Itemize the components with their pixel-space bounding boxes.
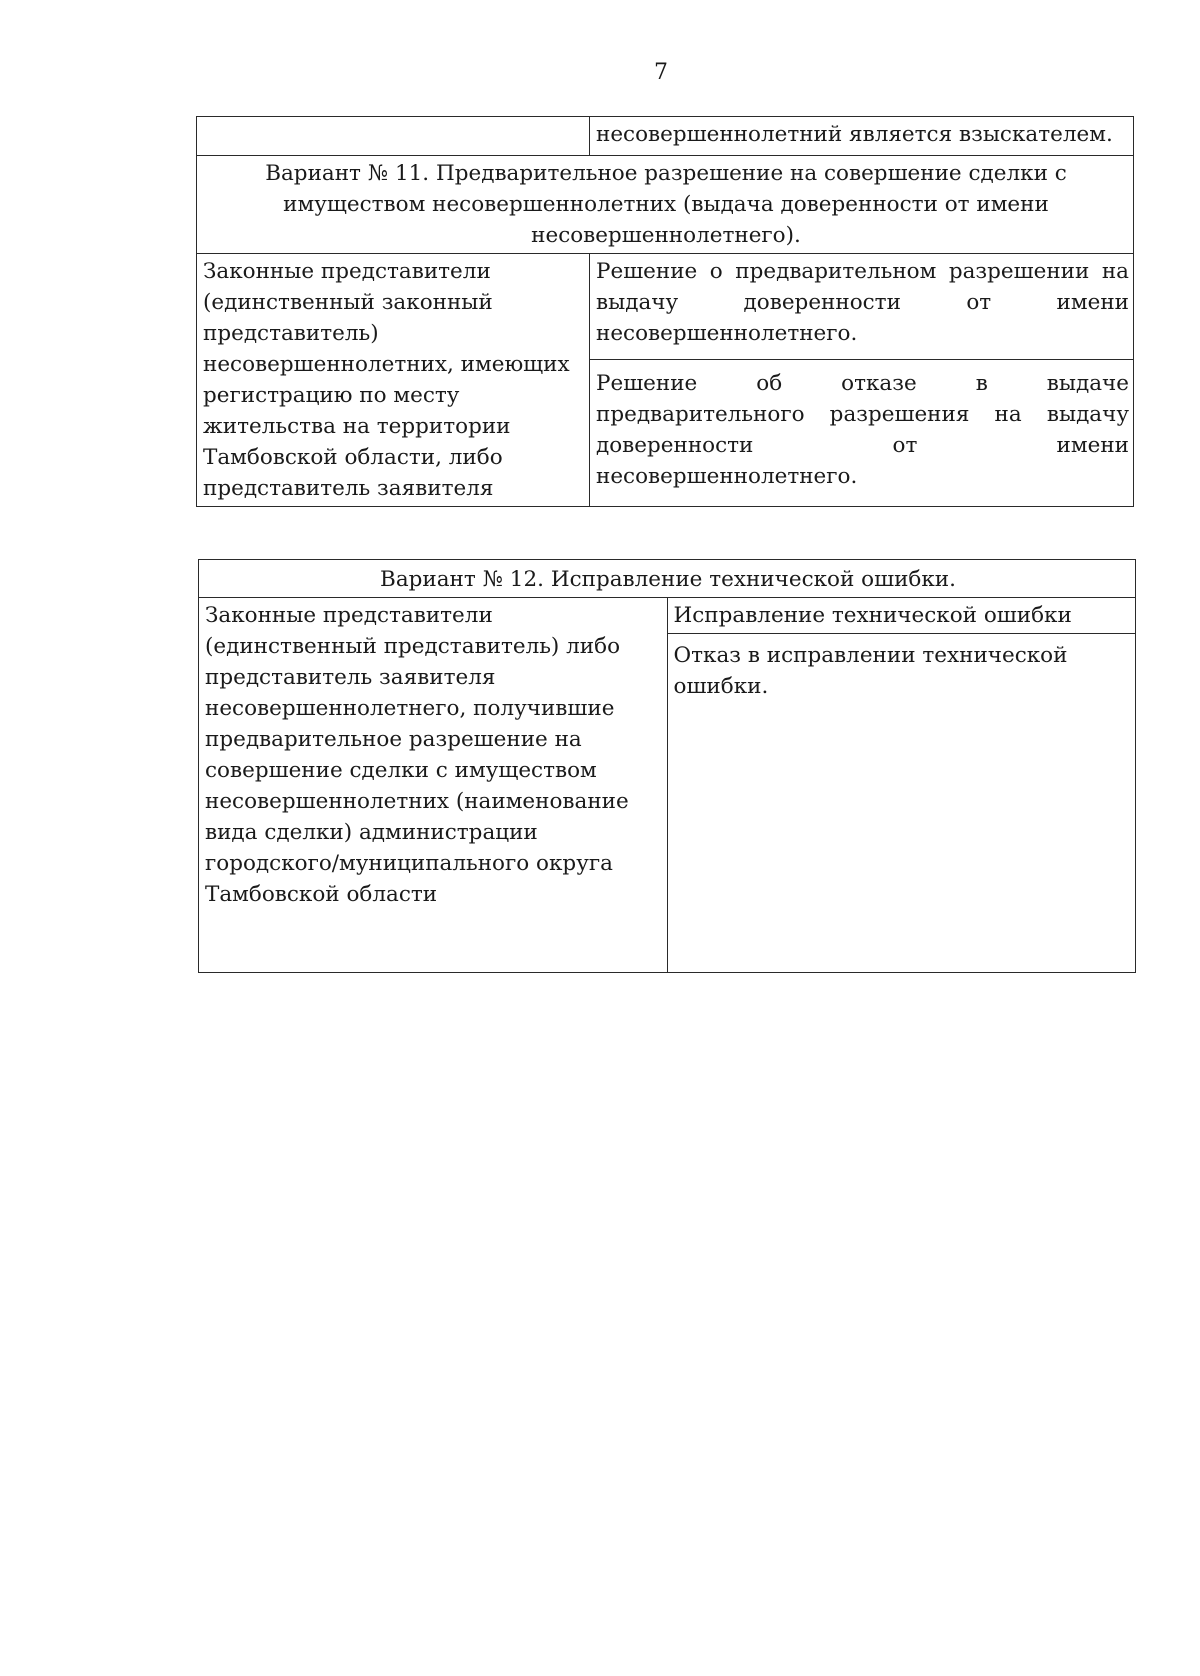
variant-12-applicants: Законные представители (единственный представитель) либо представитель заявителя несовершеннолетнего, получившие предварительное разрешение на совершение сделки с имуществом несовершеннолетних (наименование вида сделки) администрации городского/муниципального округа Тамбовской области (199, 598, 668, 973)
table-row (197, 254, 1134, 360)
continuation-left-cell (197, 117, 590, 156)
table-row (197, 117, 1134, 156)
table-row (199, 560, 1136, 598)
variants-table-1 (196, 116, 1134, 507)
variant-11-result-approval: Решение о предварительном разрешении на выдачу доверенности от имени несовершеннолетнего. (590, 254, 1134, 360)
continuation-right-cell: несовершеннолетний является взыскателем. (590, 117, 1134, 156)
variant-12-heading: Вариант № 12. Исправление технической ошибки. (199, 560, 1136, 598)
variant-11-result-refusal: Решение об отказе в выдаче предварительного разрешения на выдачу доверенности от имени несовершеннолетнего. (590, 360, 1134, 507)
table-row (197, 156, 1134, 254)
variant-11-heading: Вариант № 11. Предварительное разрешение на совершение сделки с имуществом несовершеннолетних (выдача доверенности от имени несовершеннолетнего). (197, 156, 1134, 254)
variants-table-2 (198, 559, 1136, 973)
page-number: 7 (654, 60, 668, 85)
variant-12-result-correction: Исправление технической ошибки (667, 598, 1136, 634)
variant-12-result-refusal: Отказ в исправлении технической ошибки. (667, 634, 1136, 973)
table-row (199, 598, 1136, 634)
variant-11-applicants: Законные представители (единственный законный представитель) несовершеннолетних, имеющих регистрацию по месту жительства на территории Тамбовской области, либо представитель заявителя (197, 254, 590, 507)
